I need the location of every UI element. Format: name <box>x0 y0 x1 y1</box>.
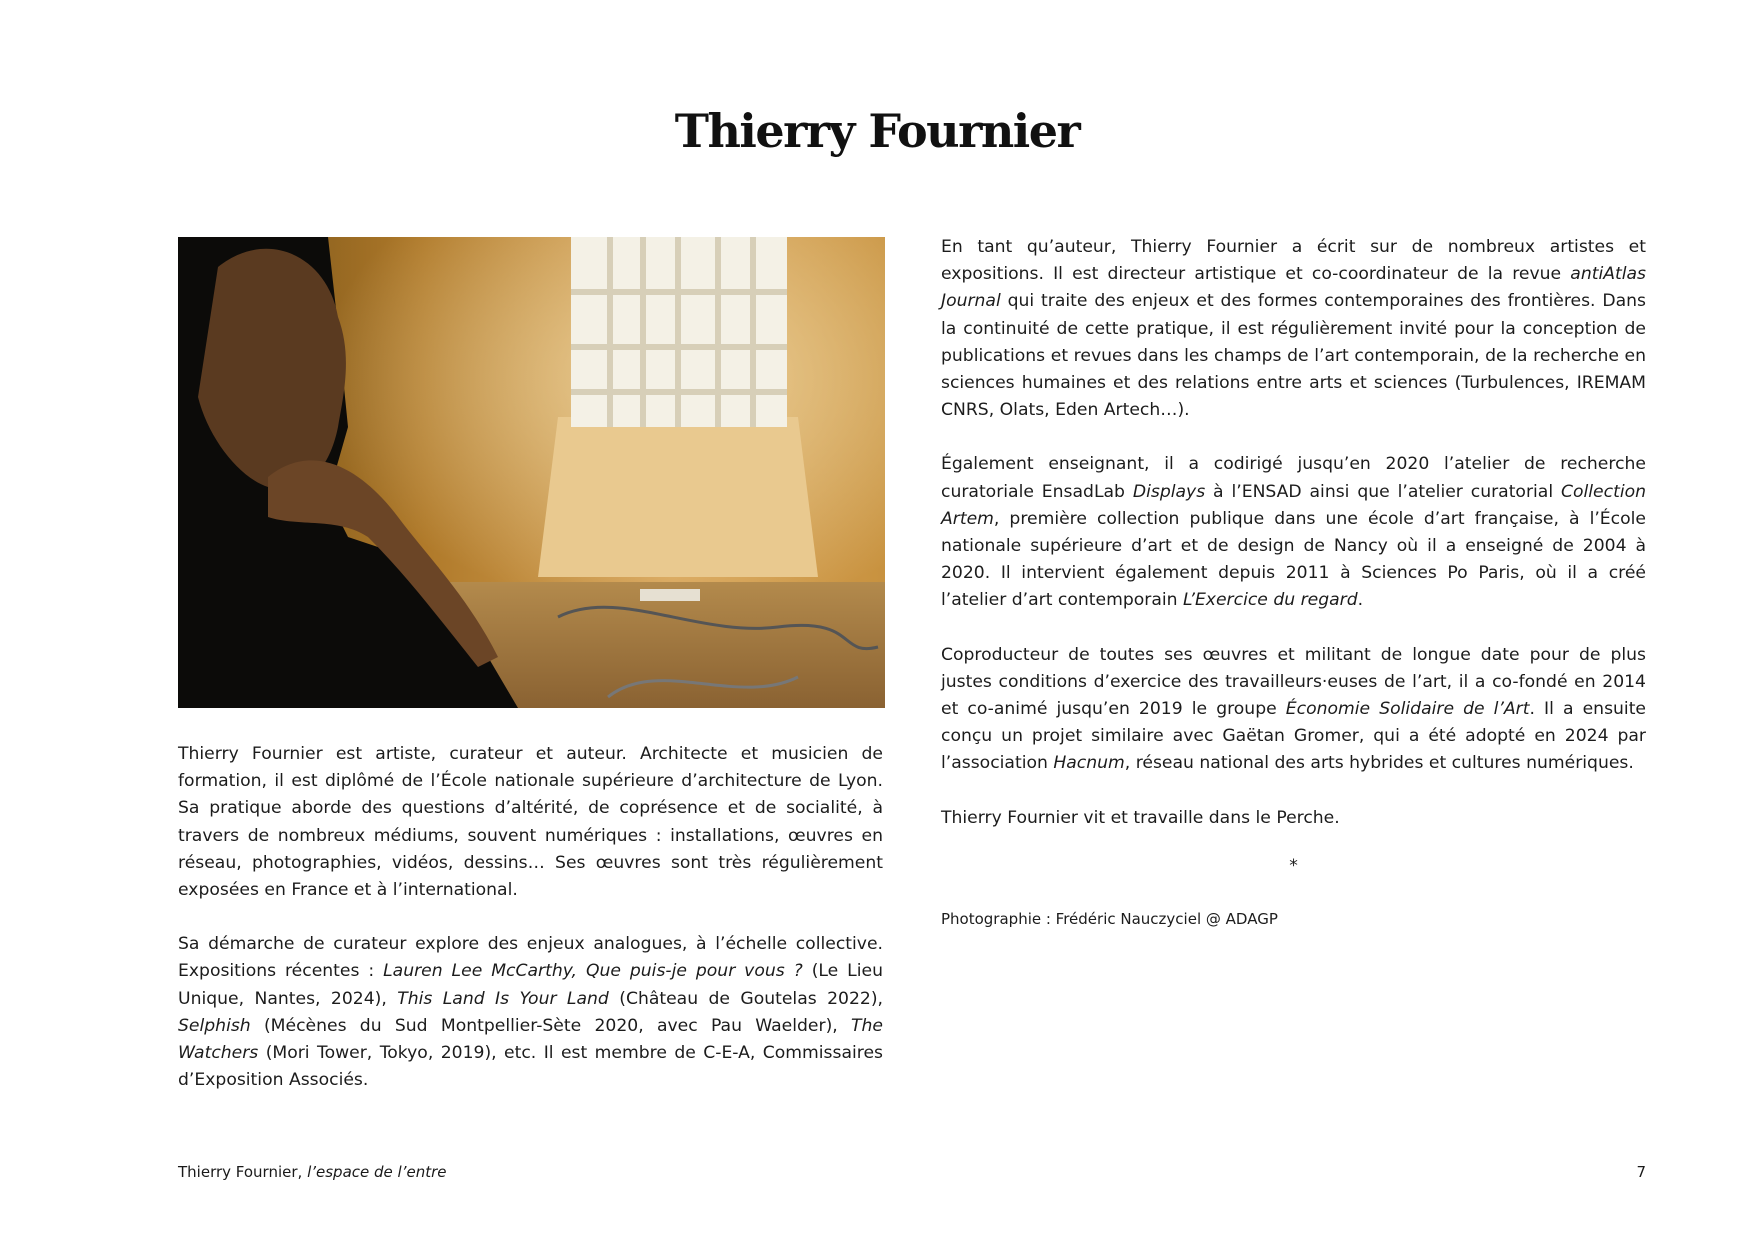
activism-paragraph: Coproducteur de toutes ses œuvres et militant de longue date pour de plus justes conditions d’exercice des travailleurs·euses de l’art, il a co-fondé en 2014 et co-animé jusqu’en 2019 le groupe Économie Solidaire de l’Art. Il a ensuite conçu un projet similaire avec Gaëtan Gromer, qui a été adopté en 2024 par l’association Hacnum, réseau national des arts hybrides et cultures numériques. <box>941 644 1647 774</box>
teaching-paragraph: Également enseignant, il a codirigé jusqu’en 2020 l’atelier de recherche curatoriale EnsadLab Displays à l’ENSAD ainsi que l’atelier curatorial Collection Artem, première collection publique dans une école d’art française, à l’École nationale supérieure d’art et de design de Nancy où il a enseigné de 2004 à 2020. Il intervient également depuis 2011 à Sciences Po Paris, où il a créé l’atelier d’art contemporain L’Exercice du regard. <box>941 454 1646 611</box>
left-text-column <box>178 741 883 1121</box>
portrait-photo <box>178 237 885 708</box>
photo-credit: Photographie : Frédéric Nauczyciel @ ADAGP <box>941 910 1278 929</box>
author-paragraph: En tant qu’auteur, Thierry Fournier a écrit sur de nombreux artistes et expositions. Il est directeur artistique et co-coordinateur de la revue antiAtlas Journal qui traite des enjeux et des formes contemporaines des frontières. Dans la continuité de cette pratique, il est régulièrement invité pour la conception de publications et revues dans les champs de l’art contemporain, de la recherche en sciences humaines et des relations entre arts et sciences (Turbulences, IREMAM CNRS, Olats, Eden Artech…). <box>941 237 1646 421</box>
bio-paragraph: Thierry Fournier est artiste, curateur et auteur. Architecte et musicien de formation, il est diplômé de l’École nationale supérieure d’architecture de Lyon. Sa pratique aborde des questions d’altérité, de coprésence et de socialité, à travers de nombreux médiums, souvent numériques : installations, œuvres en réseau, photographies, vidéos, dessins… Ses œuvres sont très régulièrement exposées en France et à l’international. <box>178 744 883 901</box>
curator-paragraph: Sa démarche de curateur explore des enjeux analogues, à l’échelle collective. Expositions récentes : Lauren Lee McCarthy, Que puis-je pour vous ? (Le Lieu Unique, Nantes, 2024), This Land Is Your Land (Château de Goutelas 2022), Selphish (Mécènes du Sud Montpellier-Sète 2020, avec Pau Waelder), The Watchers (Mori Tower, Tokyo, 2019), etc. Il est membre de C-E-A, Commissaires d’Exposition Associés. <box>178 934 884 1091</box>
page-title: Thierry Fournier <box>674 104 1080 158</box>
page-number: 7 <box>1636 1163 1646 1181</box>
footer-running-title: Thierry Fournier, l’espace de l’entre <box>178 1163 447 1181</box>
right-text-column <box>941 234 1646 933</box>
residence-paragraph: Thierry Fournier vit et travaille dans le Perche. <box>941 807 1340 828</box>
separator-asterisk: * <box>1289 855 1298 876</box>
